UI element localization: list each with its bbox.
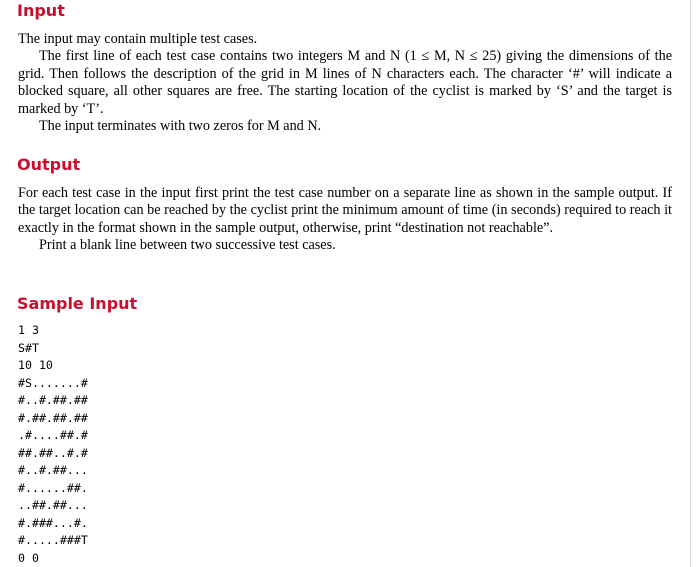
sample-line: #..#.##...	[18, 463, 88, 477]
output-heading: Output	[17, 155, 81, 174]
sample-line: 0 0	[18, 550, 39, 565]
sample-line: .#....##.#	[18, 428, 88, 442]
sample-input-block	[18, 322, 88, 567]
sample-line: #.....###T	[18, 533, 88, 547]
sample-line: S#T	[18, 340, 39, 355]
output-line-1: For each test case in the input first print the test case number on a separate line as shown in the sample output. If the target location can be reached by the cyclist print the minimum amount of time (in seconds) required to reach it exactly in the format shown in the sample output, otherwise, print “destination not reachable”.	[18, 185, 672, 236]
sample-line: #..#.##.##	[18, 393, 88, 407]
sample-line: ..##.##...	[18, 498, 88, 512]
sample-line: #S.......#	[18, 375, 88, 390]
sample-line: ##.##..#.#	[18, 445, 88, 460]
output-description	[18, 185, 672, 255]
input-line-3: The input terminates with two zeros for M and N.	[39, 118, 322, 135]
input-description	[18, 31, 672, 135]
sample-line: 10 10	[18, 358, 53, 372]
sample-input-heading: Sample Input	[17, 294, 138, 313]
input-line-2: The first line of each test case contains two integers M and N (1 ≤ M, N ≤ 25) giving the dimensions of the grid. Then follows the description of the grid in M lines of N characters each. The character ‘#’ will indicate a blocked square, all other squares are free. The starting location of the cyclist is marked by ‘S’ and the target is marked by ‘T’.	[18, 48, 672, 117]
sample-line: #.###...#.	[18, 515, 88, 530]
sample-line: #.##.##.##	[18, 410, 88, 425]
input-heading: Input	[17, 1, 65, 20]
sample-line: 1 3	[18, 323, 39, 337]
sample-line: #......##.	[18, 480, 88, 495]
input-line-1: The input may contain multiple test cases.	[18, 31, 258, 47]
output-line-2: Print a blank line between two successive test cases.	[39, 237, 336, 254]
